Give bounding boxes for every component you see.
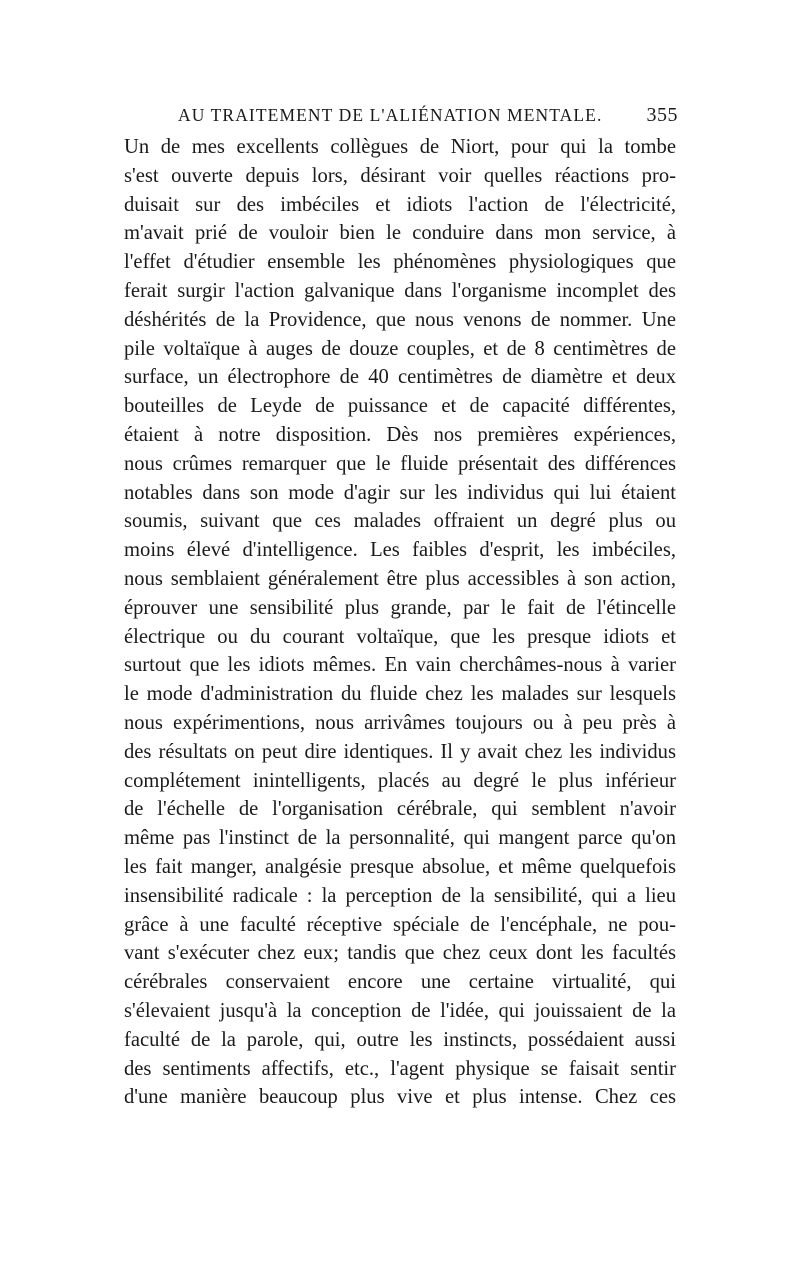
text-line: des sentiments affectifs, etc., l'agent physique se faisait sentir bbox=[124, 1057, 676, 1080]
text-line: d'une manière beaucoup plus vive et plus intense. Chez ces bbox=[124, 1086, 676, 1109]
text-line: pile voltaïque à auges de douze couples, et de 8 centimètres de bbox=[124, 337, 676, 360]
text-line: complétement inintelligents, placés au degré le plus inférieur bbox=[124, 769, 676, 792]
text-line: le mode d'administration du fluide chez les malades sur lesquels bbox=[124, 683, 676, 706]
text-line: faculté de la parole, qui, outre les instincts, possédaient aussi bbox=[124, 1028, 676, 1051]
text-line: les fait manger, analgésie presque absolue, et même quelquefois bbox=[124, 855, 676, 878]
text-line: m'avait prié de vouloir bien le conduire dans mon service, à bbox=[124, 222, 676, 245]
text-line: bouteilles de Leyde de puissance et de capacité différentes, bbox=[124, 395, 676, 418]
text-line: cérébrales conservaient encore une certaine virtualité, qui bbox=[124, 971, 676, 994]
text-line: de l'échelle de l'organisation cérébrale, qui semblent n'avoir bbox=[124, 798, 676, 821]
text-line: électrique ou du courant voltaïque, que les presque idiots et bbox=[124, 625, 676, 648]
text-line: ferait surgir l'action galvanique dans l'organisme incomplet des bbox=[124, 279, 676, 302]
text-line: même pas l'instinct de la personnalité, qui mangent parce qu'on bbox=[124, 827, 676, 850]
text-line: surtout que les idiots mêmes. En vain cherchâmes-nous à varier bbox=[124, 654, 676, 677]
text-line: des résultats on peut dire identiques. Il y avait chez les individus bbox=[124, 740, 676, 763]
body-text bbox=[124, 133, 676, 1112]
text-line: déshérités de la Providence, que nous venons de nommer. Une bbox=[124, 308, 676, 331]
text-line: soumis, suivant que ces malades offraient un degré plus ou bbox=[124, 510, 676, 533]
text-line: s'élevaient jusqu'à la conception de l'idée, qui jouissaient de la bbox=[124, 999, 676, 1022]
text-line: nous expérimentions, nous arrivâmes toujours ou à peu près à bbox=[124, 711, 676, 734]
text-line: surface, un électrophore de 40 centimètres de diamètre et deux bbox=[124, 366, 676, 389]
text-line: Un de mes excellents collègues de Niort, pour qui la tombe bbox=[124, 136, 676, 158]
text-line: moins élevé d'intelligence. Les faibles d'esprit, les imbéciles, bbox=[124, 539, 676, 562]
running-header bbox=[178, 100, 678, 130]
running-title: AU TRAITEMENT DE L'ALIÉNATION MENTALE. bbox=[178, 105, 603, 125]
text-line: nous crûmes remarquer que le fluide présentait des différences bbox=[124, 452, 676, 475]
text-line: vant s'exécuter chez eux; tandis que chez ceux dont les facultés bbox=[124, 942, 676, 965]
text-line: insensibilité radicale : la perception de la sensibilité, qui a lieu bbox=[124, 884, 676, 907]
text-line: éprouver une sensibilité plus grande, par le fait de l'étincelle bbox=[124, 596, 676, 619]
text-line: l'effet d'étudier ensemble les phénomènes physiologiques que bbox=[124, 251, 676, 274]
text-line: duisait sur des imbéciles et idiots l'action de l'électricité, bbox=[124, 193, 676, 216]
page-number: 355 bbox=[646, 104, 678, 126]
text-line: notables dans son mode d'agir sur les individus qui lui étaient bbox=[124, 481, 676, 504]
text-line: étaient à notre disposition. Dès nos premières expériences, bbox=[124, 423, 676, 446]
text-line: grâce à une faculté réceptive spéciale de l'encéphale, ne pou- bbox=[124, 913, 676, 936]
text-line: nous semblaient généralement être plus accessibles à son action, bbox=[124, 567, 676, 590]
text-line: s'est ouverte depuis lors, désirant voir quelles réactions pro- bbox=[124, 164, 676, 187]
